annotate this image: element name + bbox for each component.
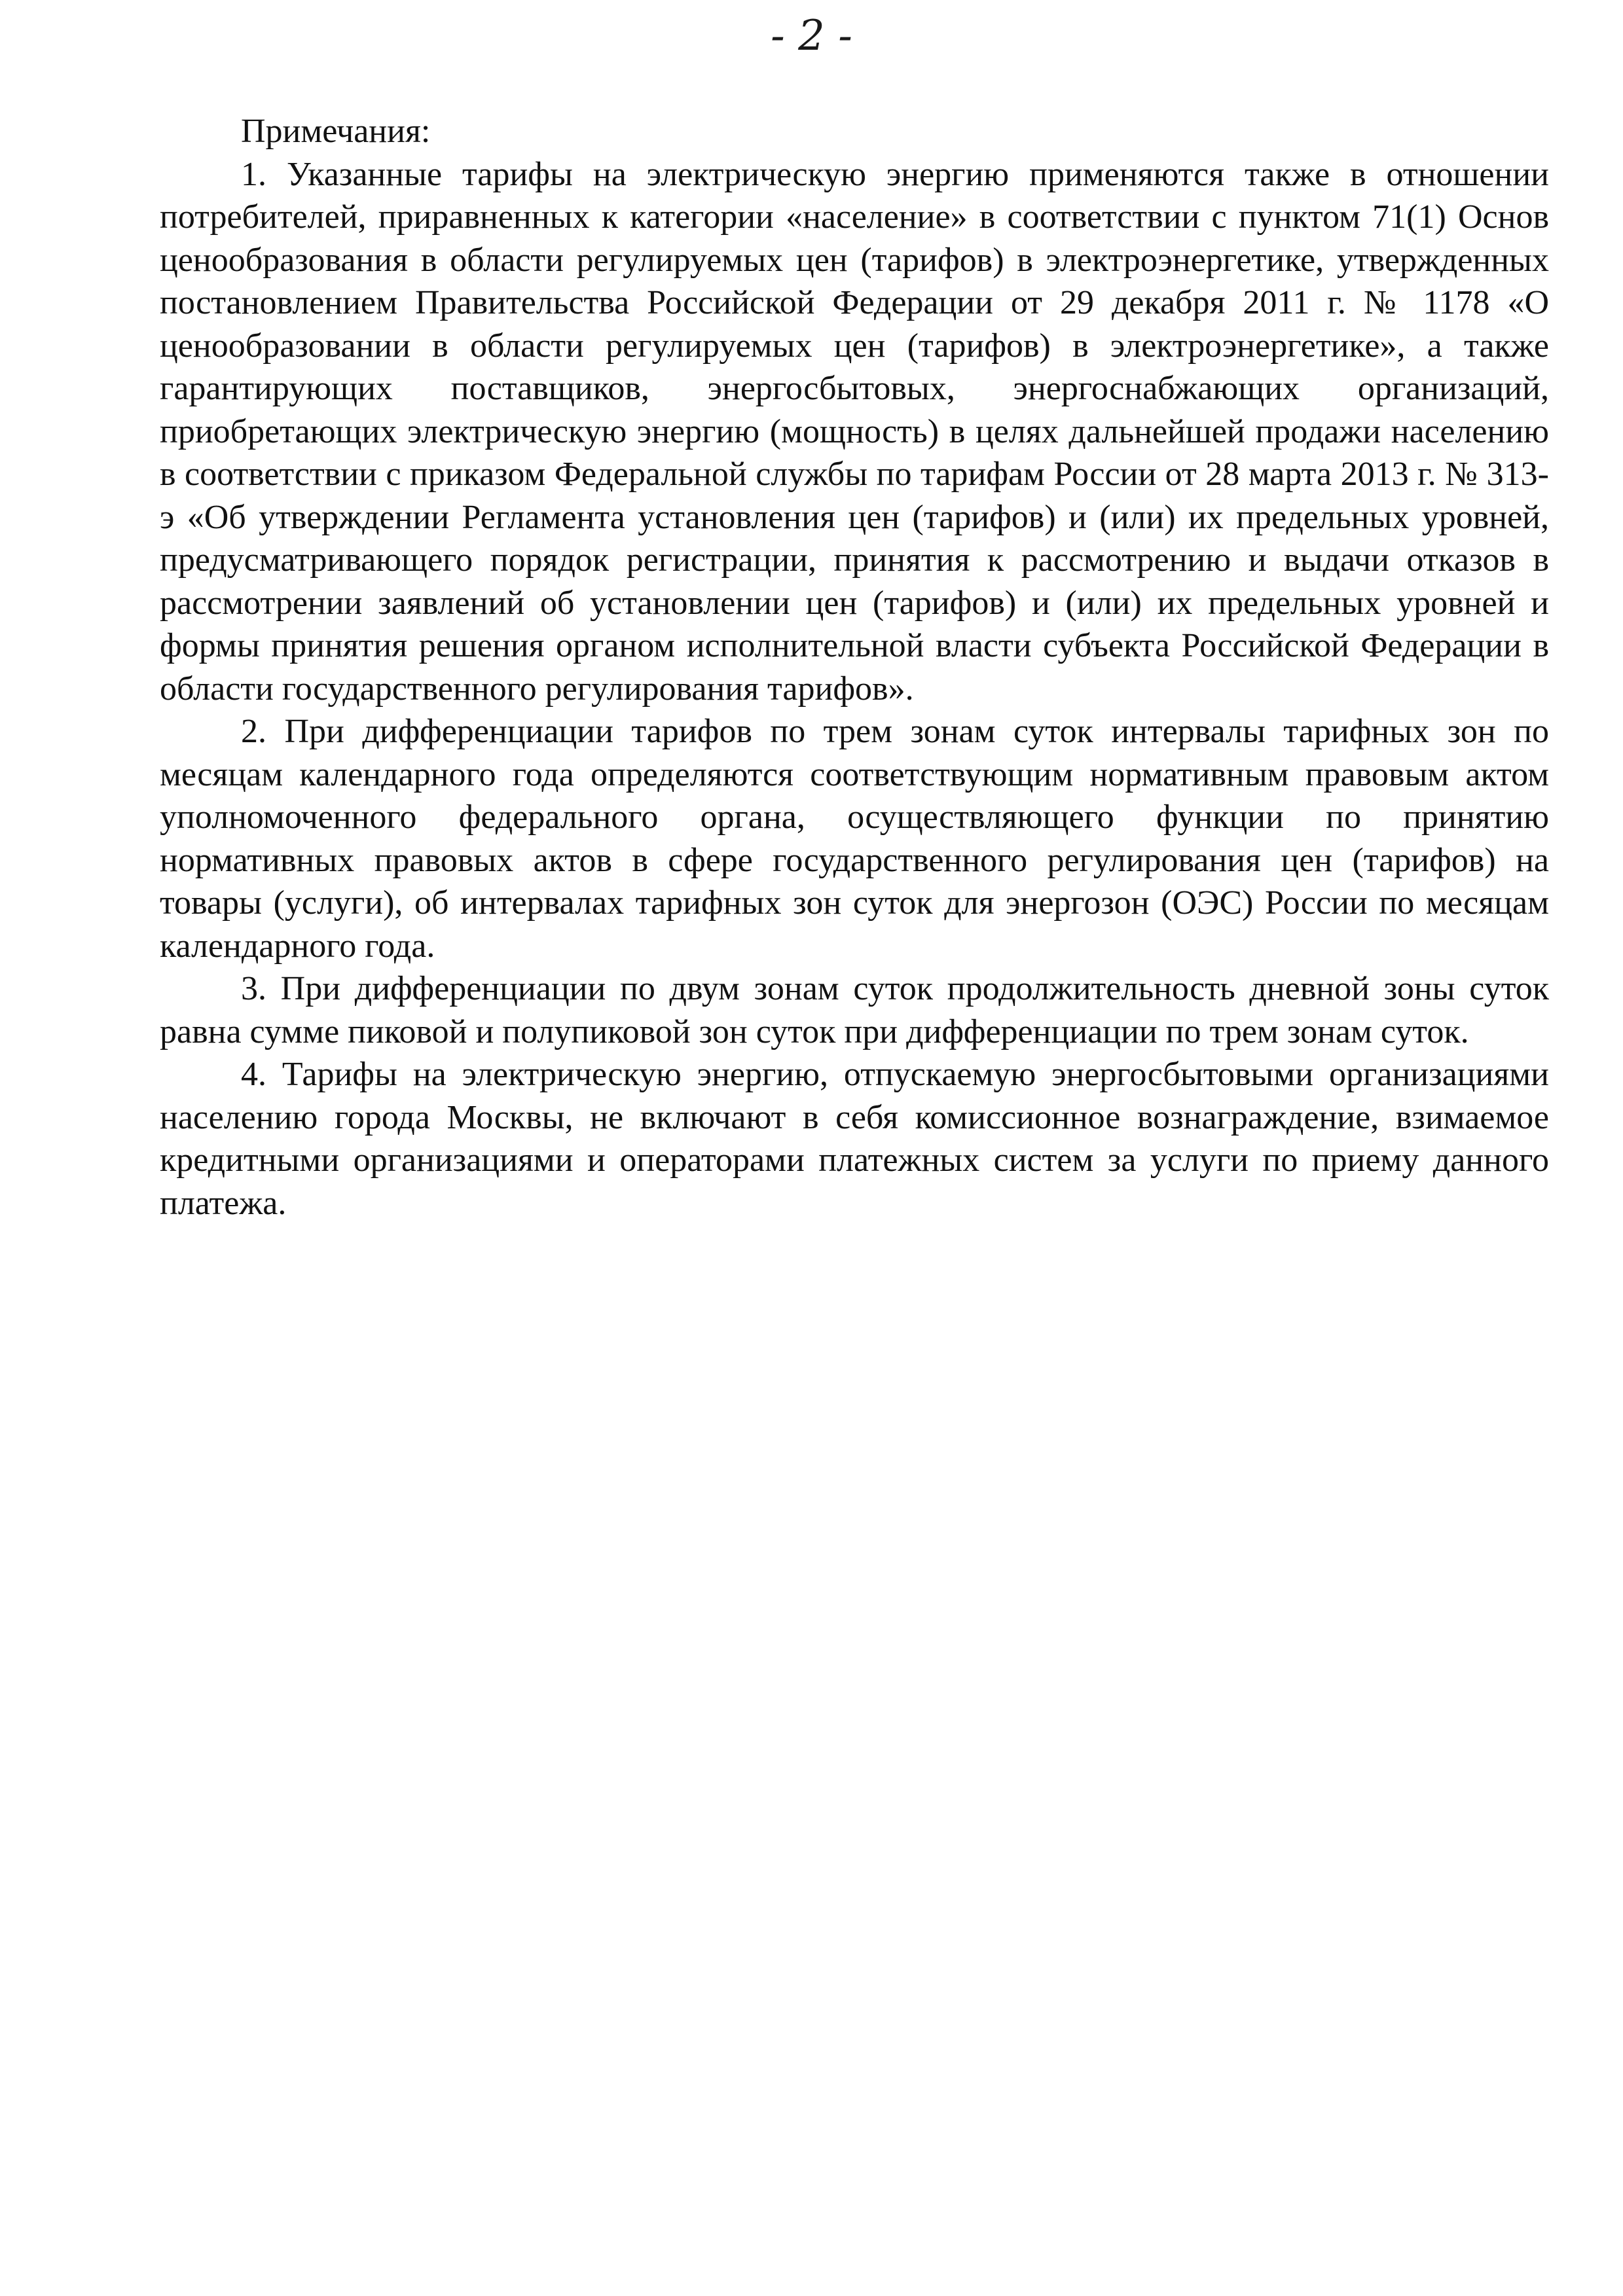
page-number: - 2 -: [771, 12, 852, 60]
note-item-3: 3. При дифференциации по двум зонам суток продолжительность дневной зоны суток равна сумме пиковой и полупиковой зон суток при дифференциации по трем зонам суток.: [160, 970, 1549, 1050]
notes-section: [160, 110, 1549, 1225]
note-item-1: 1. Указанные тарифы на электрическую энергию применяются также в отношении потребителей, приравненных к категории «население» в соответствии с пунктом 71(1) Основ ценообразования в области регулируемых цен (тарифов) в электроэнергетике, утвержденных постановлением Правительства Российской Федерации от 29 декабря 2011 г. № 1178 «О ценообразовании в области регулируемых цен (тарифов) в электроэнергетике», а также гарантирующих поставщиков, энергосбытовых, энергоснабжающих организаций, приобретающих электрическую энергию (мощность) в целях дальнейшей продажи населению в соответствии с приказом Федеральной службы по тарифам России от 28 марта 2013 г. № 313-э «Об утверждении Регламента установления цен (тарифов) и (или) их предельных уровней, предусматривающего порядок регистрации, принятия к рассмотрению и выдачи отказов в рассмотрении заявлений об установлении цен (тарифов) и (или) их предельных уровней и формы принятия решения органом исполнительной власти субъекта Российской Федерации в области государственного регулирования тарифов».: [160, 155, 1549, 708]
note-item-4: 4. Тарифы на электрическую энергию, отпускаемую энергосбытовыми организациями населению города Москвы, не включают в себя комиссионное вознаграждение, взимаемое кредитными организациями и операторами платежных систем за услуги по приему данного платежа.: [160, 1056, 1549, 1222]
notes-title: Примечания:: [241, 113, 431, 150]
note-item-2: 2. При дифференциации тарифов по трем зонам суток интервалы тарифных зон по месяцам календарного года определяются соответствующим нормативным правовым актом уполномоченного федерального органа, осуществляющего функции по принятию нормативных правовых актов в сфере государственного регулирования цен (тарифов) на товары (услуги), об интервалах тарифных зон суток для энергозон (ОЭС) России по месяцам календарного года.: [160, 713, 1549, 965]
